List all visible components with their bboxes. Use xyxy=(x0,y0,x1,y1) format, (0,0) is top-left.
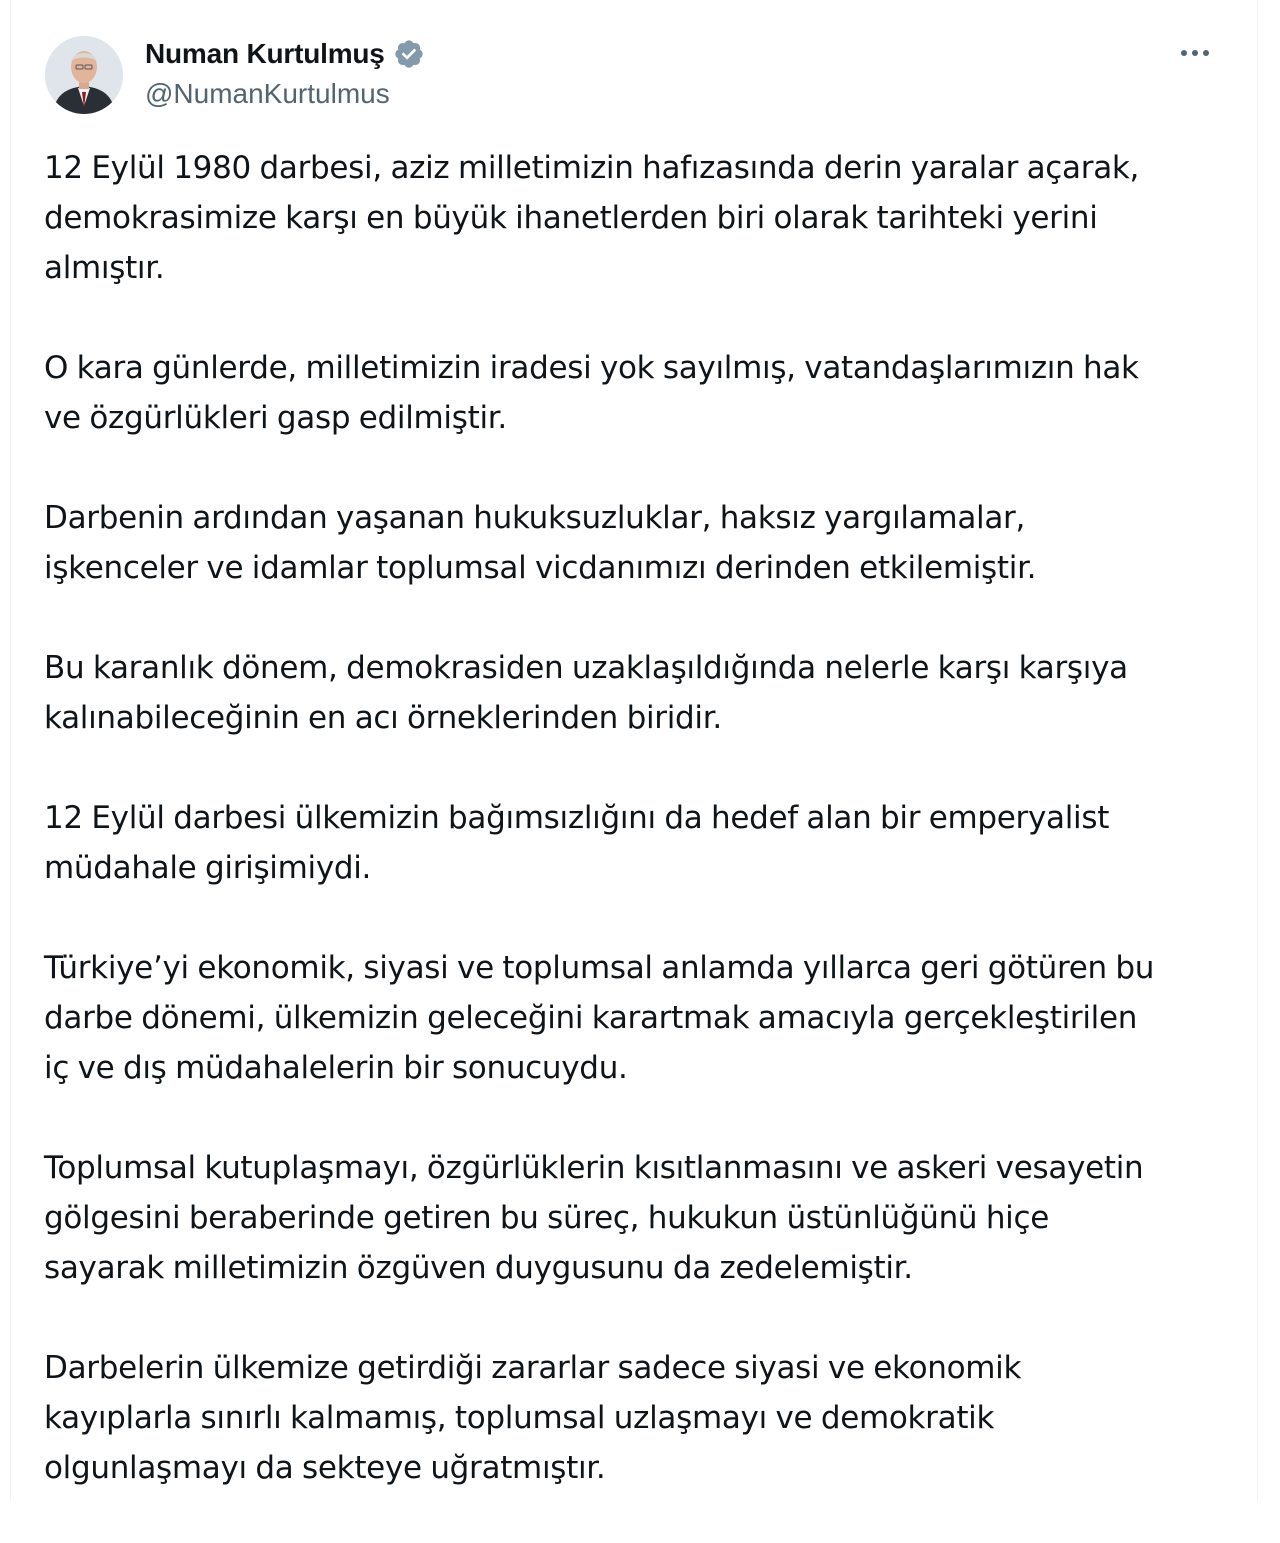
tweet-paragraph: Toplumsal kutuplaşmayı, özgürlüklerin kısıtlanmasını ve askeri vesayetin gölgesini beraberinde getiren bu süreç, hukukun üstünlüğünü hiçe sayarak milletimizin özgüven duygusunu da zedelemiştir. xyxy=(44,1150,1144,1286)
handle[interactable]: @NumanKurtulmus xyxy=(145,78,390,109)
tweet-paragraph: Bu karanlık dönem, demokrasiden uzaklaşıldığında nelerle karşı karşıya kalınabileceğinin en acı örneklerinden biridir. xyxy=(44,650,1128,736)
display-name-row xyxy=(145,36,425,72)
avatar-image xyxy=(45,36,123,114)
more-options-icon[interactable] xyxy=(1175,38,1215,68)
more-dot xyxy=(1181,50,1187,56)
tweet-paragraph: Darbenin ardından yaşanan hukuksuzluklar, haksız yargılamalar, işkenceler ve idamlar toplumsal vicdanımızı derinden etkilemiştir. xyxy=(44,500,1037,586)
more-dot xyxy=(1203,50,1209,56)
tweet-card xyxy=(10,0,1258,1500)
display-name[interactable]: Numan Kurtulmuş xyxy=(145,38,385,69)
more-dot xyxy=(1192,50,1198,56)
verified-badge-icon[interactable] xyxy=(393,38,425,70)
avatar[interactable] xyxy=(45,36,123,114)
tweet-header xyxy=(45,36,1227,120)
tweet-paragraph: 12 Eylül 1980 darbesi, aziz milletimizin hafızasında derin yaralar açarak, demokrasimize karşı en büyük ihanetlerden biri olarak tarihteki yerini almıştır. xyxy=(44,150,1140,286)
tweet-text xyxy=(44,143,1239,1543)
tweet-paragraph: 12 Eylül darbesi ülkemizin bağımsızlığını da hedef alan bir emperyalist müdahale girişimiydi. xyxy=(44,800,1110,886)
tweet-paragraph: Darbelerin ülkemize getirdiği zararlar sadece siyasi ve ekonomik kayıplarla sınırlı kalmamış, toplumsal uzlaşmayı ve demokratik olgunlaşmayı da sekteye uğratmıştır. xyxy=(44,1350,1022,1486)
tweet-paragraph: Türkiye’yi ekonomik, siyasi ve toplumsal anlamda yıllarca geri götüren bu darbe dönemi, ülkemizin geleceğini karartmak amacıyla gerçekleştirilen iç ve dış müdahalelerin bir sonucuydu. xyxy=(44,950,1155,1086)
tweet-paragraph: O kara günlerde, milletimizin iradesi yok sayılmış, vatandaşlarımızın hak ve özgürlükleri gasp edilmiştir. xyxy=(44,350,1139,436)
author-names xyxy=(145,36,425,110)
